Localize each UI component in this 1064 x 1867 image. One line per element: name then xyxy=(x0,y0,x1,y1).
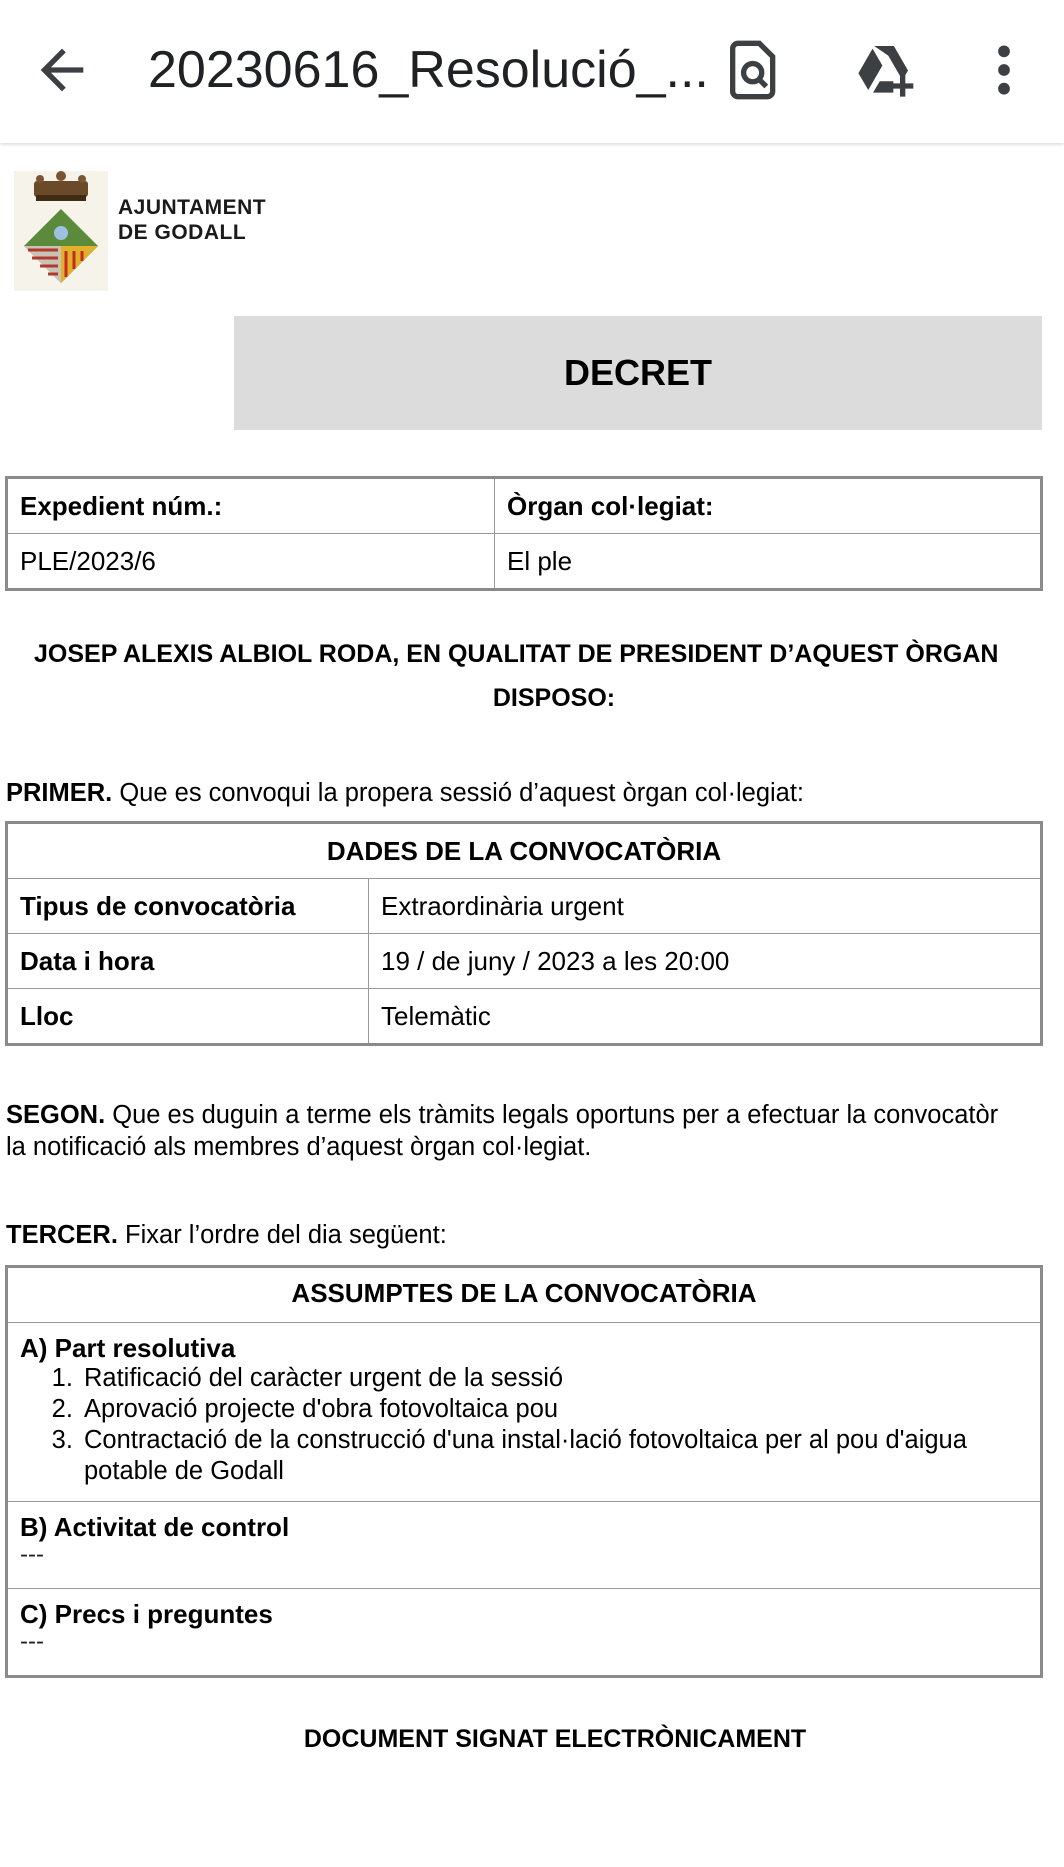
dades-value: Telemàtic xyxy=(369,989,1042,1045)
tercer-paragraph xyxy=(6,1219,447,1251)
expedient-table xyxy=(5,476,1043,591)
dades-table xyxy=(5,821,1043,1046)
table-row xyxy=(7,934,1042,989)
primer-text: Que es convoqui la propera sessió d’aquest òrgan col·legiat: xyxy=(112,779,805,807)
section-b-value: --- xyxy=(20,1541,44,1568)
section-b-title: B) Activitat de control xyxy=(20,1512,290,1542)
disposo-heading: DISPOSO: xyxy=(492,684,616,712)
segon-text-2: la notificació als membres d’aquest òrgan col·legiat. xyxy=(6,1133,592,1161)
agenda-list xyxy=(20,1363,1028,1487)
table-row xyxy=(7,1589,1042,1677)
table-row xyxy=(7,989,1042,1045)
org-line-2: DE GODALL xyxy=(118,221,247,244)
assumptes-table xyxy=(5,1265,1043,1678)
organ-value: El ple xyxy=(495,534,1042,590)
more-vert-icon[interactable] xyxy=(972,36,1036,104)
decret-banner xyxy=(234,316,1042,430)
table-row xyxy=(7,1323,1042,1502)
org-line-1: AJUNTAMENT xyxy=(118,196,267,219)
segon-paragraph xyxy=(6,1099,998,1163)
document-title: 20230616_Resolució_... xyxy=(148,41,709,99)
section-a-title: A) Part resolutiva xyxy=(20,1333,236,1363)
segon-label: SEGON. xyxy=(6,1101,106,1129)
assumptes-title: ASSUMPTES DE LA CONVOCATÒRIA xyxy=(7,1267,1042,1323)
tercer-text: Fixar l’ordre del dia següent: xyxy=(117,1221,447,1249)
add-to-drive-icon[interactable] xyxy=(852,36,916,104)
segon-text-1: Que es duguin a terme els tràmits legals oportuns per a efectuar la convocatòr xyxy=(105,1101,999,1129)
dades-label: Data i hora xyxy=(7,934,369,989)
dades-value: 19 / de juny / 2023 a les 20:00 xyxy=(369,934,1042,989)
dades-value: Extraordinària urgent xyxy=(369,879,1042,934)
section-c-value: --- xyxy=(20,1628,44,1655)
coat-of-arms-logo xyxy=(14,171,108,291)
decret-title: DECRET xyxy=(563,352,712,393)
dades-label: Lloc xyxy=(7,989,369,1045)
primer-paragraph xyxy=(6,777,804,809)
list-item: 2. Aprovació projecte d'obra fotovoltaica pou xyxy=(80,1394,1028,1425)
list-item: 3. Contractació de la construcció d'una instal·lació fotovoltaica per al pou d'aigua potable de Godall xyxy=(80,1425,1028,1487)
organization-name xyxy=(118,195,266,245)
document-page[interactable] xyxy=(0,145,1064,1867)
organ-label: Òrgan col·legiat: xyxy=(495,478,1042,534)
table-row xyxy=(7,879,1042,934)
president-heading: JOSEP ALEXIS ALBIOL RODA, EN QUALITAT DE PRESIDENT D’AQUEST ÒRGAN xyxy=(34,640,999,668)
table-row xyxy=(7,1502,1042,1589)
dades-label: Tipus de convocatòria xyxy=(7,879,369,934)
tercer-label: TERCER. xyxy=(6,1221,118,1249)
dades-title: DADES DE LA CONVOCATÒRIA xyxy=(7,823,1042,879)
expedient-value: PLE/2023/6 xyxy=(7,534,495,590)
app-bar xyxy=(0,0,1064,143)
back-arrow-icon[interactable] xyxy=(30,38,94,102)
signature-note: DOCUMENT SIGNAT ELECTRÒNICAMENT xyxy=(303,1725,807,1753)
section-c-title: C) Precs i preguntes xyxy=(20,1599,273,1629)
expedient-label: Expedient núm.: xyxy=(7,478,495,534)
list-item: 1. Ratificació del caràcter urgent de la sessió xyxy=(80,1363,1028,1394)
primer-label: PRIMER. xyxy=(6,779,113,807)
search-document-icon[interactable] xyxy=(722,36,786,104)
